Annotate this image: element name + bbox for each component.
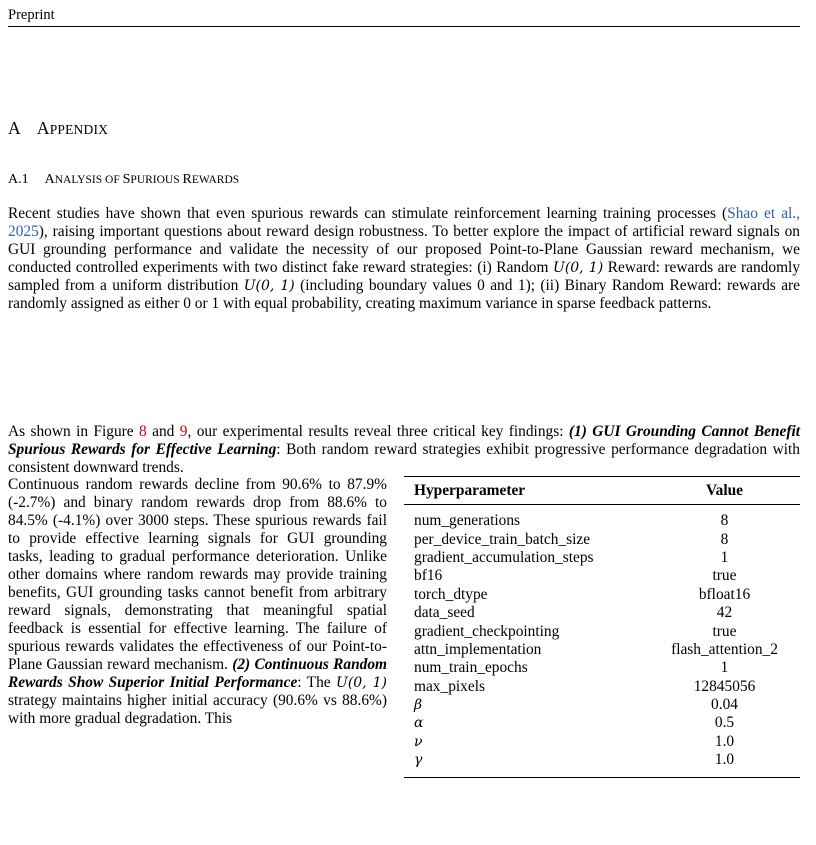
paragraph-text: (including boundary values 0 and 1); (ii) Binary Random Reward: rewards are randomly assigned as either 0 or 1 with equal probability, creating maximum variance in sparse feedback patterns. <box>8 277 800 312</box>
table-row <box>404 622 800 640</box>
paragraph-text: , our experimental results reveal three critical key findings: <box>187 423 569 440</box>
hyperparameter-name: β <box>414 697 423 714</box>
table-body <box>404 505 800 777</box>
hyperparameter-value: true <box>712 567 737 585</box>
hyperparameter-value: true <box>712 622 737 640</box>
hyperparameter-value: bfloat16 <box>698 585 751 603</box>
table-row <box>404 733 800 751</box>
paragraph-intro <box>8 205 800 313</box>
paragraph-text: As shown in Figure <box>8 423 140 440</box>
subsection-title-part: NALYSIS OF <box>54 174 123 186</box>
table-row <box>404 751 800 769</box>
hyperparameter-name: ν <box>414 733 423 750</box>
paragraph-text: Continuous random rewards decline from 90.6% to 87.9% (-2.7%) and binary random rewards drop from 88.6% to 84.5% (-4.1%) over 3000 steps. These spurious rewards fail to provide effective learning signals for GUI grounding tasks, leading to gradual performance deterioration. Unlike other domains where random rewards may provide training benefits, GUI grounding tasks cannot benefit from arbitrary reward signals, demonstrating that meaningful spatial feedback is essential for effective learning. The failure of spurious rewards validates the effectiveness of our Point-to-Plane Gaussian reward mechanism. <box>8 476 387 673</box>
table-row <box>404 604 800 622</box>
math-expression: U(0, 1) <box>336 675 387 691</box>
header-rule <box>8 26 800 27</box>
hyperparameter-name: γ <box>414 752 423 769</box>
section-number: A <box>8 118 21 138</box>
hyperparameter-value: 42 <box>716 604 733 622</box>
column-header-value: Value <box>705 481 744 499</box>
hyperparameter-name: bf16 <box>414 567 443 585</box>
hyperparameter-value: 1 <box>720 548 729 566</box>
running-header: Preprint <box>8 7 55 23</box>
paragraph-text: and <box>146 423 180 440</box>
table-row <box>404 714 800 732</box>
hyperparameter-name: per_device_train_batch_size <box>414 530 591 548</box>
table-header-row <box>404 477 800 504</box>
paragraph-findings <box>8 423 800 477</box>
subsection-title-part: PURIOUS <box>130 174 183 186</box>
hyperparameter-name: data_seed <box>414 604 475 622</box>
paragraph-text: strategy maintains higher initial accuracy (90.6% vs 88.6%) with more gradual degradation. This <box>8 692 387 727</box>
figure-link[interactable]: 9 <box>179 423 188 440</box>
finding-number: (1) <box>568 423 587 440</box>
finding-title: GUI Grounding Cannot Benefit Spurious Rewards for Effective Learning <box>8 423 801 458</box>
table-row <box>404 678 800 696</box>
subsection-title-part: R <box>182 172 192 187</box>
hyperparameter-value: 12845056 <box>693 677 756 695</box>
table-row <box>404 512 800 530</box>
subsection-title-part: A <box>44 172 55 187</box>
citation-link[interactable]: Shao et al., 2025 <box>8 205 800 240</box>
section-title-initial: A <box>36 118 50 138</box>
table-row <box>404 567 800 585</box>
hyperparameter-table <box>404 476 800 778</box>
subsection-title <box>8 171 239 189</box>
hyperparameter-name: max_pixels <box>414 677 485 695</box>
paragraph-text: Recent studies have shown that even spurious rewards can stimulate reinforcement learning training processes ( <box>8 205 728 222</box>
paragraph-text: : Both random reward strategies exhibit progressive performance degradation with consistent downward trends. <box>8 441 800 476</box>
table-row <box>404 586 800 604</box>
table-row <box>404 641 800 659</box>
hyperparameter-name: attn_implementation <box>414 640 542 658</box>
paragraph-text: : The <box>297 674 337 691</box>
hyperparameter-name: num_generations <box>414 512 520 530</box>
figure-link[interactable]: 8 <box>139 423 147 440</box>
finding-title: Continuous Random Rewards Show Superior Initial Performance <box>8 656 387 691</box>
hyperparameter-value: 0.5 <box>714 714 735 732</box>
subsection-title-part: S <box>122 172 131 187</box>
paragraph-text: Reward: rewards are randomly sampled from a uniform distribution <box>8 259 801 294</box>
hyperparameter-name: torch_dtype <box>414 585 488 603</box>
hyperparameter-value: 1.0 <box>714 732 735 750</box>
hyperparameter-value: 8 <box>720 512 729 530</box>
hyperparameter-name: gradient_checkpointing <box>414 622 560 640</box>
section-title-rest: PPENDIX <box>49 122 109 137</box>
table-row <box>404 659 800 677</box>
hyperparameter-name: gradient_accumulation_steps <box>414 548 594 566</box>
math-expression: U(0, 1) <box>243 278 295 294</box>
hyperparameter-value: 1 <box>720 659 729 677</box>
hyperparameter-value: flash_attention_2 <box>671 640 778 658</box>
finding-number: (2) <box>232 656 251 673</box>
hyperparameter-name: α <box>414 715 424 732</box>
left-column-text <box>8 476 387 845</box>
section-title <box>8 119 108 139</box>
hyperparameter-value: 0.04 <box>711 696 738 714</box>
subsection-number: A.1 <box>8 172 29 187</box>
math-expression: U(0, 1) <box>553 260 604 276</box>
hyperparameter-value: 1.0 <box>714 751 735 769</box>
table-row <box>404 530 800 548</box>
table-bottom-rule <box>404 777 800 778</box>
hyperparameter-value: 8 <box>720 530 729 548</box>
hyperparameter-name: num_train_epochs <box>414 659 528 677</box>
paragraph-text: ), raising important questions about reward design robustness. To better explore the impact of artificial reward signals on GUI grounding performance and validate the necessity of our proposed Point-to-Plane Gaussian reward mechanism, we conducted controlled experiments with two distinct fake reward strategies: (i) Random <box>8 223 800 276</box>
table-row <box>404 549 800 567</box>
table-row <box>404 696 800 714</box>
column-header-hyperparameter: Hyperparameter <box>414 481 526 499</box>
subsection-title-part: EWARDS <box>191 174 240 186</box>
